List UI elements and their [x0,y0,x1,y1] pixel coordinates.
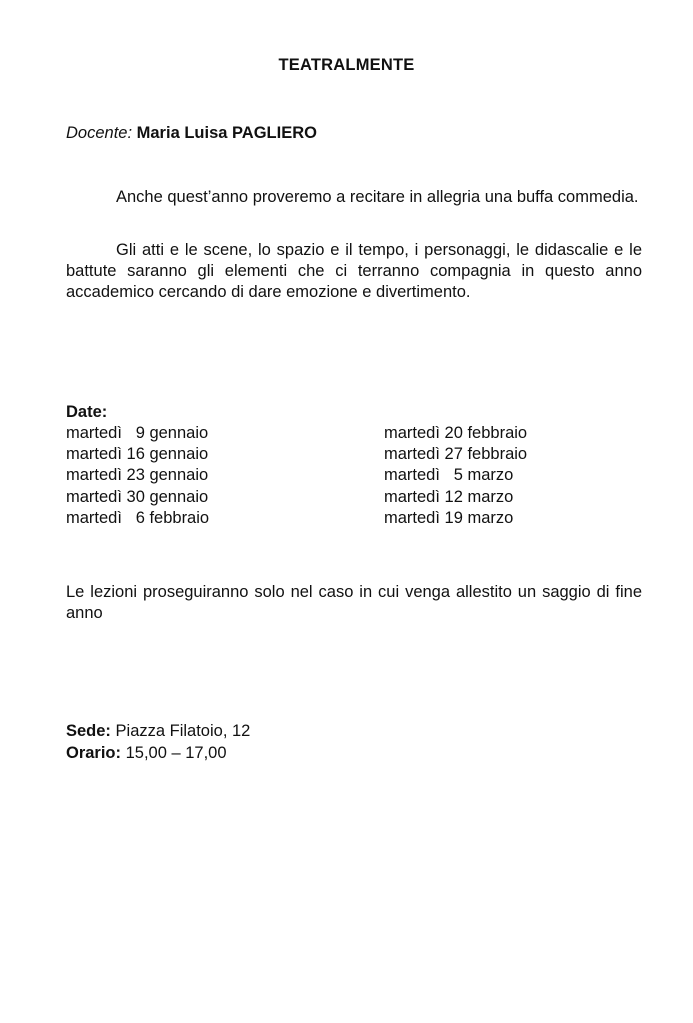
dates-label: Date: [66,403,108,421]
description-paragraph: Gli atti e le scene, lo spazio e il tempo, i personaggi, le didascalie e le battute saranno gli elementi che ci terranno compagnia in questo anno accademico cercando di dare emozione e divertimento. [66,241,642,301]
dates-list-left [66,423,209,529]
teacher-name: Maria Luisa PAGLIERO [136,124,317,142]
date-item: martedì 16 gennaio [66,445,209,464]
date-item: martedì 19 marzo [384,508,514,527]
schedule-value: 15,00 – 17,00 [121,744,227,762]
venue-label: Sede: [66,722,111,740]
date-item: martedì 9 gennaio [66,424,209,442]
date-item: martedì 23 gennaio [66,466,209,485]
schedule-label: Orario: [66,744,122,762]
date-item: martedì 30 gennaio [66,487,209,506]
date-item: martedì 27 febbraio [384,445,528,464]
date-item: martedì 12 marzo [384,487,514,506]
venue-value: Piazza Filatoio, 12 [110,722,251,740]
date-item: martedì 20 febbraio [384,424,528,442]
date-item: martedì 5 marzo [384,466,514,485]
teacher-label: Docente: [66,124,133,142]
venue-line [66,721,250,742]
dates-list-right [384,423,527,529]
continuation-note: Le lezioni proseguiranno solo nel caso in cui venga allestito un saggio di fine anno [66,583,642,622]
date-item: martedì 6 febbraio [66,508,210,527]
schedule-line [66,743,227,764]
document-title: TEATRALMENTE [278,56,415,74]
teacher-line [66,123,317,144]
intro-paragraph: Anche quest’anno proveremo a recitare in allegria una buffa commedia. [116,188,639,206]
